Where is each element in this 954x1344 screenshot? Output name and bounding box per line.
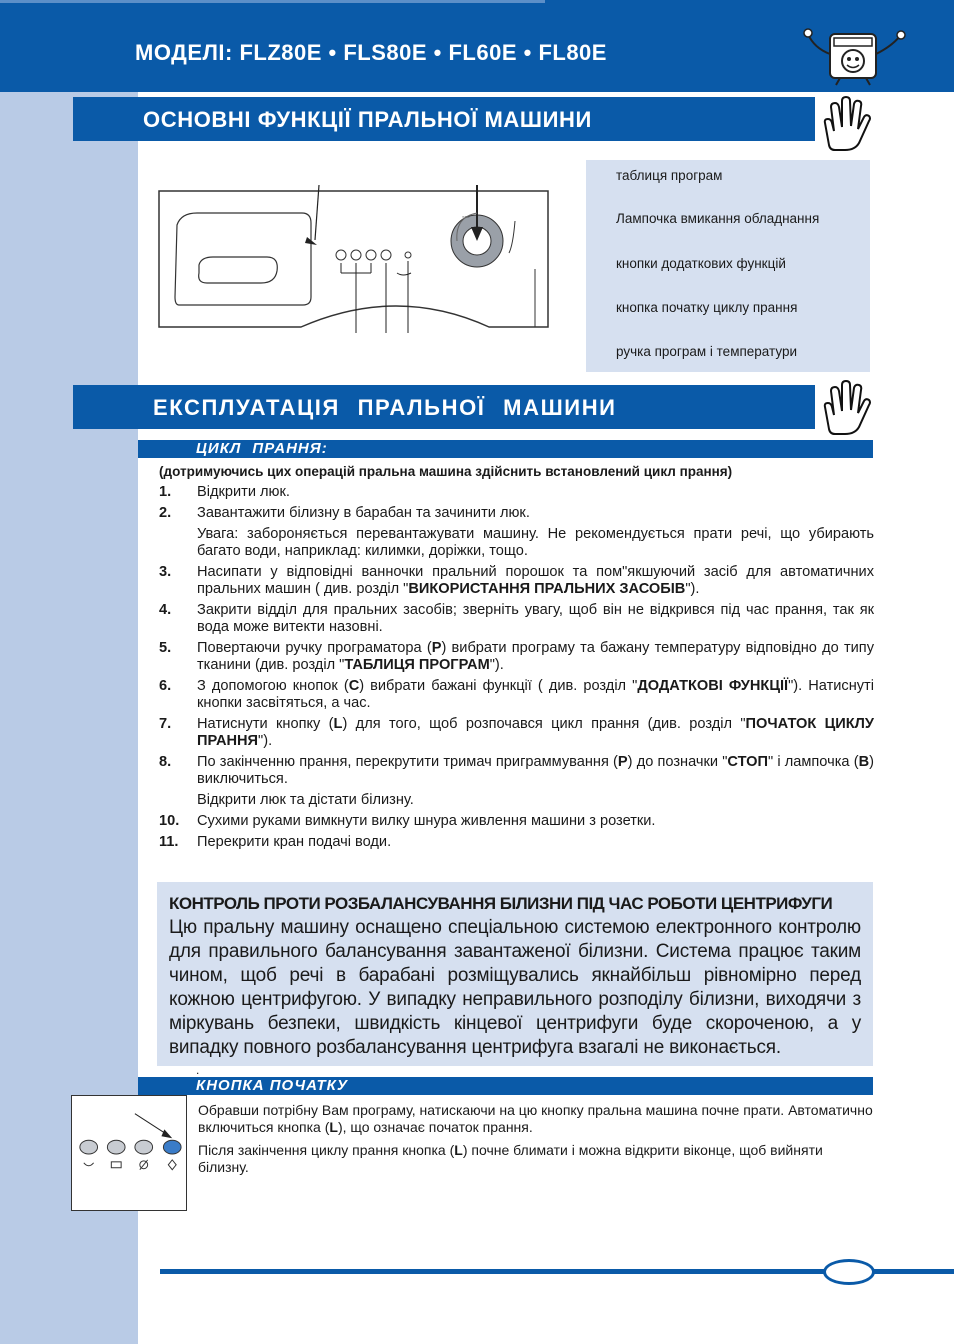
list-item <box>159 834 874 851</box>
list-item <box>159 602 874 636</box>
step-number: 3. <box>159 564 172 580</box>
step-text: З допомогою кнопок (C) вибрати бажані функції ( див. розділ "ДОДАТКОВІ ФУНКЦІЇ"). Натиснуті кнопки засвітяться, а час. <box>197 678 874 711</box>
step-note: Відкрити люк та дістати білизну. <box>197 792 414 808</box>
step-text: Закрити відділ для пральних засобів; зверніть увагу, щоб він не відкрився під час прання, так як вода може витекти назовні. <box>197 602 874 635</box>
section-title: ОСНОВНІ ФУНКЦІЇ ПРАЛЬНОЇ МАШИНИ <box>143 107 592 132</box>
step-number: 4. <box>159 602 172 618</box>
step-text: Перекрити кран подачі води. <box>197 834 392 850</box>
page-number-oval <box>823 1259 875 1285</box>
balance-control-box <box>157 882 873 1066</box>
step-number: 11. <box>159 834 179 850</box>
start-button-diagram <box>71 1095 187 1211</box>
washing-machine-mascot-icon <box>800 24 910 86</box>
subsection-title: ЦИКЛ ПРАННЯ: <box>196 440 328 457</box>
pointing-hand-icon <box>815 377 875 437</box>
subsection-header-start-button <box>138 1077 873 1095</box>
step-text: Насипати у відповідні ванночки пральний порошок та пом"якшуючий засіб для автоматичних пральних машин ( див. розділ "ВИКОРИСТАННЯ ПРАЛЬНИХ ЗАСОБІВ"). <box>197 564 874 597</box>
list-item <box>159 505 874 560</box>
step-text: По закінченню прання, перекрутити тримач приграммування (P) до позначки "СТОП" і лампочка (B) виключиться. <box>197 754 874 787</box>
start-paragraph: Обравши потрібну Вам програму, натискаючи на цю кнопку пральна машина почне прати. Автоматично включиться кнопка (L), що означає початок прання. <box>198 1102 873 1135</box>
section-header-basic-functions <box>73 97 873 141</box>
list-item <box>159 640 874 674</box>
legend-item: таблиця програм <box>616 168 723 183</box>
balance-title: КОНТРОЛЬ ПРОТИ РОЗБАЛАНСУВАННЯ БІЛИЗНИ ПІД ЧАС РОБОТИ ЦЕНТРИФУГИ <box>169 894 833 913</box>
models-title: МОДЕЛІ: FLZ80E • FLS80E • FL60E • FL80E <box>135 40 607 65</box>
section-header-operation <box>73 385 873 429</box>
step-text: Повертаючи ручку програматора (P) вибрати програму та бажану температуру відповідно до типу тканини (див. розділ "ТАБЛИЦЯ ПРОГРАМ"). <box>197 640 875 673</box>
svg-text:◦◦◦: ◦◦◦ <box>462 214 470 221</box>
list-item <box>159 716 874 750</box>
subsection-header-wash-cycle <box>138 440 873 458</box>
subsection-title: КНОПКА ПОЧАТКУ <box>196 1077 349 1094</box>
start-paragraph: Після закінчення циклу прання кнопка (L) почне блимати і можна відкрити віконце, щоб вийняти білизну. <box>198 1142 823 1175</box>
step-number: 7. <box>159 716 172 732</box>
stray-dot: . <box>196 1063 200 1077</box>
step-text: Завантажити білизну в барабан та зачинити люк. <box>197 505 530 521</box>
pointing-hand-icon <box>815 93 875 153</box>
step-note: Увага: забороняється перевантажувати машину. Не рекомендується прати речі, що убирають багато води, наприклад: килимки, доріжки, тощо. <box>197 526 874 559</box>
step-number: 5. <box>159 640 172 656</box>
header-accent-line <box>0 0 545 3</box>
list-item <box>159 754 874 809</box>
list-item <box>159 678 874 712</box>
section-title: ЕКСПЛУАТАЦІЯ ПРАЛЬНОЇ МАШИНИ <box>153 395 617 420</box>
legend-box <box>586 160 870 372</box>
step-number: 8. <box>159 754 172 770</box>
step-text: Відкрити люк. <box>197 484 290 500</box>
list-item <box>159 813 874 830</box>
balance-text: Цю пральну машину оснащено спеціальною системою електронного контролю для правильного балансування завантаженої білизни. Система працює таким чином, щоб речі в барабані розміщувались якнайбільш рівномірно перед кожною центрифугою. У випадку неправильного розподілу білизни, виходячи з міркувань безпеки, швидкість кінцевої центрифуги буде скороченою, а у випадку повного розбалансування центрифуга взагалі не виконається. <box>169 917 861 1058</box>
step-number: 2. <box>159 505 172 521</box>
step-text: Натиснути кнопку (L) для того, щоб розпочався цикл прання (див. розділ "ПОЧАТОК ЦИКЛУ ПРАННЯ"). <box>197 716 874 749</box>
legend-item: Лампочка вмикання обладнання <box>616 211 820 226</box>
list-item <box>159 564 874 598</box>
legend-item: кнопка початку циклу прання <box>616 300 798 315</box>
legend-item: ручка програм і температури <box>616 344 797 359</box>
step-number: 1. <box>159 484 172 500</box>
start-button-description <box>198 1102 874 1182</box>
wash-cycle-intro: (дотримуючись цих операцій пральна машина здійснить встановлений цикл прання) <box>159 464 733 479</box>
step-number: 10. <box>159 813 180 829</box>
wash-steps-list <box>159 484 874 855</box>
step-number: 6. <box>159 678 172 694</box>
legend-item: кнопки додаткових функцій <box>616 256 786 271</box>
list-item <box>159 484 874 501</box>
control-panel-diagram <box>157 185 550 333</box>
step-text: Сухими руками вимкнути вилку шнура живлення машини з розетки. <box>197 813 656 829</box>
